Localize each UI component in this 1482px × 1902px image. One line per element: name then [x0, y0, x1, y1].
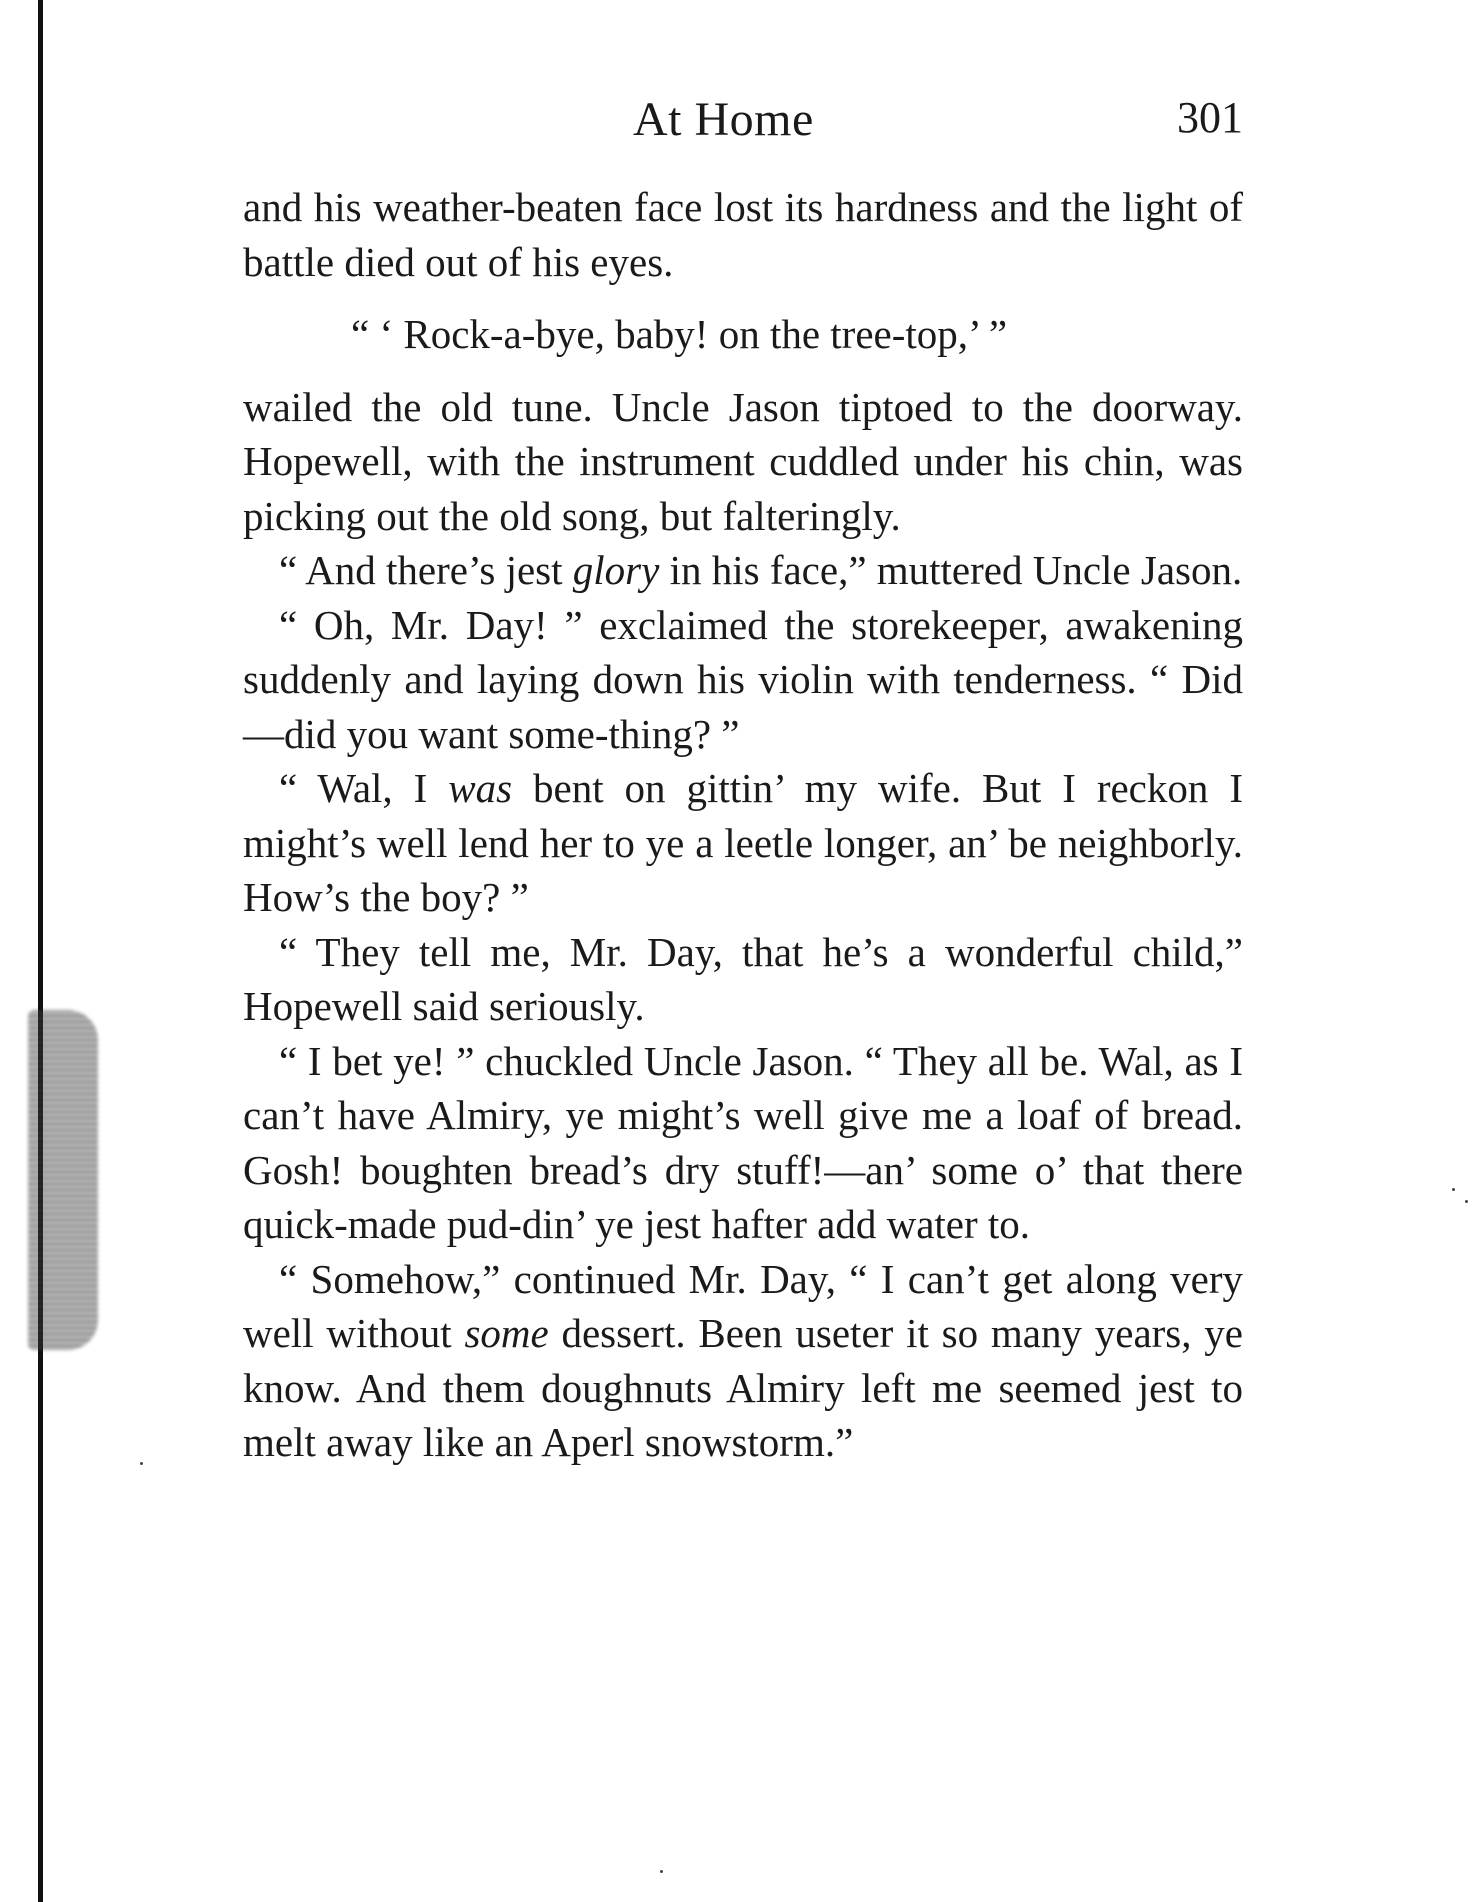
scan-speck — [660, 1870, 663, 1873]
paragraph-5-emphasis: was — [448, 765, 513, 811]
page-number: 301 — [1177, 93, 1243, 142]
paragraph-5-end: bent on gittin’ my wife. But I reckon I might’s well lend her to ye a leetle longer, an’ be neighborly. How’s the boy? ” — [243, 765, 1243, 920]
binding-shadow — [28, 1010, 98, 1350]
scan-speck — [1465, 1200, 1468, 1203]
body-text — [243, 180, 1243, 1470]
scan-speck — [140, 1462, 143, 1465]
paragraph-5 — [243, 761, 1243, 925]
paragraph-8-emphasis: some — [464, 1310, 549, 1356]
paragraph-4: “ Oh, Mr. Day! ” exclaimed the storekeeper, awakening suddenly and laying down his violin with tenderness. “ Did—did you want some-thing? ” — [243, 601, 1243, 757]
paragraph-7: “ I bet ye! ” chuckled Uncle Jason. “ They all be. Wal, as I can’t have Almiry, ye might’s well give me a loaf of bread. Gosh! boughten bread’s dry stuff!—an’ some o’ that there quick-made pud-din’ ye jest hafter add water to. — [243, 1037, 1243, 1247]
paragraph-6: “ They tell me, Mr. Day, that he’s a wonderful child,” Hopewell said seriously. — [243, 928, 1243, 1029]
paragraph-8-end: dessert. Been useter it so many years, ye know. And them doughnuts Almiry left me seemed jest to melt away like an Aperl snowstorm.” — [243, 1310, 1243, 1465]
scan-speck — [1452, 1188, 1455, 1191]
paragraph-1: and his weather-beaten face lost its hardness and the light of battle died out of his eyes. — [243, 184, 1243, 285]
binding-edge — [38, 0, 43, 1902]
paragraph-3-end: in his face,” muttered Uncle Jason. — [659, 547, 1243, 593]
paragraph-2: wailed the old tune. Uncle Jason tiptoed to the doorway. Hopewell, with the instrument cuddled under his chin, was picking out the old song, but falteringly. — [243, 383, 1243, 539]
paragraph-3 — [243, 543, 1243, 598]
paragraph-3-start: “ And there’s jest — [279, 547, 573, 593]
running-title: At Home — [633, 93, 814, 146]
paragraph-8-start: “ Somehow,” continued Mr. Day, “ I can’t get along very well without — [243, 1255, 1243, 1356]
running-header — [243, 92, 1243, 162]
verse-line: “ ‘ Rock-a-bye, baby! on the tree-top,’ ” — [351, 311, 1008, 357]
paragraph-3-emphasis: glory — [572, 547, 660, 593]
paragraph-5-start: “ Wal, I — [279, 765, 449, 811]
paragraph-8 — [243, 1252, 1243, 1470]
